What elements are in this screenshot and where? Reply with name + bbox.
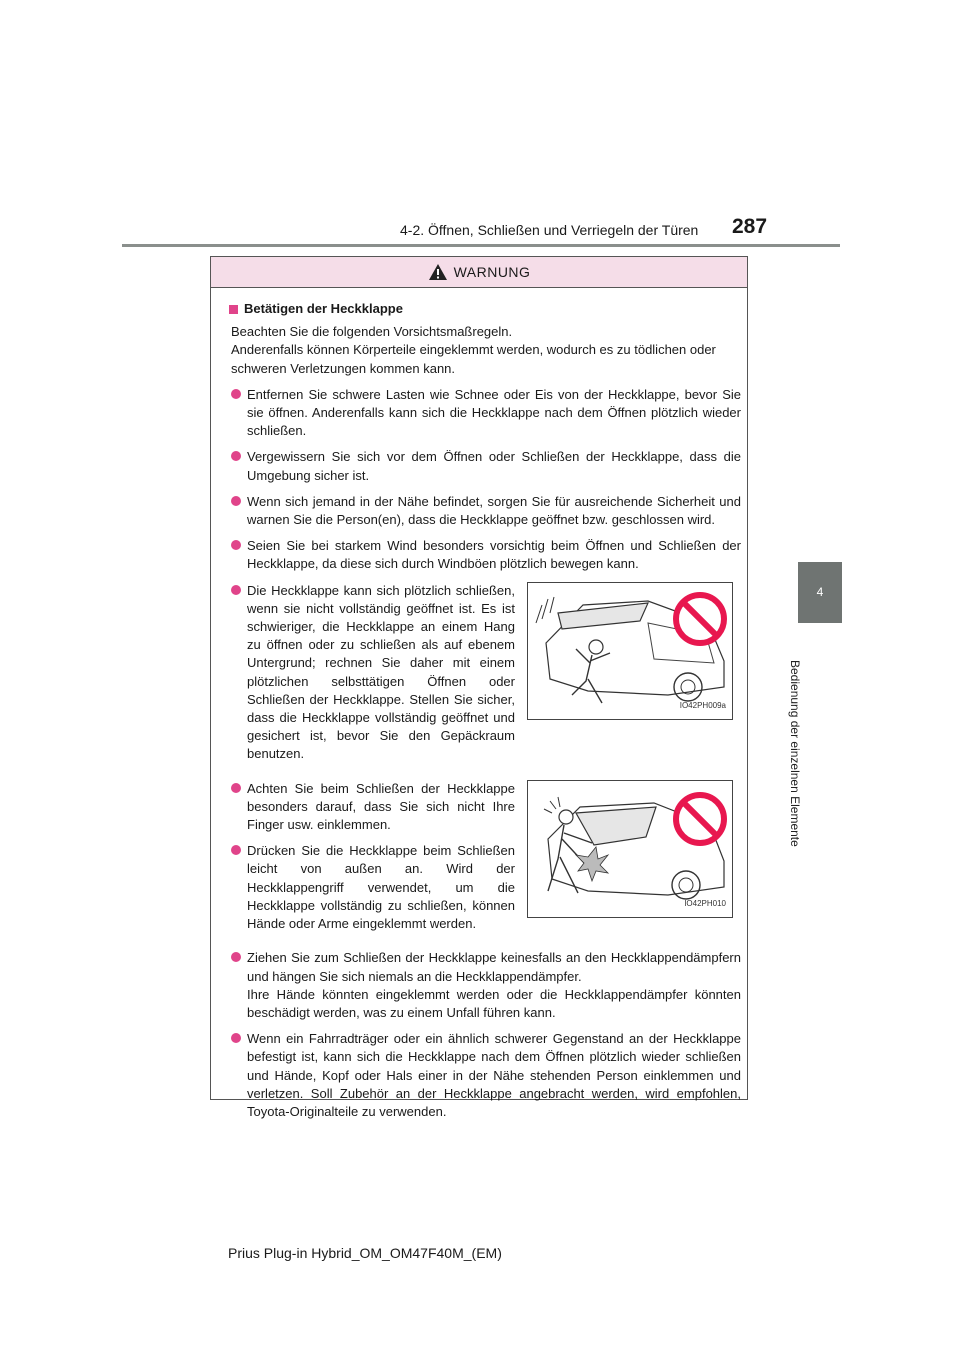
list-item <box>229 386 741 441</box>
bullet-dot-icon <box>231 952 241 962</box>
bullet-dot-icon <box>231 496 241 506</box>
warning-label: WARNUNG <box>453 264 531 280</box>
list-item <box>229 842 515 933</box>
intro-text <box>229 323 741 378</box>
list-item <box>229 1030 741 1121</box>
page-number: 287 <box>732 215 768 238</box>
warning-header <box>211 257 747 288</box>
figure-id: IO42PH009a <box>679 701 726 711</box>
section-heading <box>229 300 741 318</box>
chapter-tab: 4 <box>798 562 842 623</box>
chapter-side-label: Bedienung der einzelnen Elemente <box>788 660 802 847</box>
bullet-text: Drücken Sie die Heckklappe beim Schließen leicht von außen an. Wird der Heckklappengriff verwendet, um die Heckklappe vollständig zu schließen, können Hände oder Arme eingeklemmt werden. <box>247 843 515 932</box>
warning-triangle-icon <box>428 263 448 281</box>
figure-block-2 <box>229 780 741 942</box>
square-bullet-icon <box>229 305 238 314</box>
list-item <box>229 537 741 573</box>
warning-box <box>210 256 748 1119</box>
bullet-text: Ihre Hände könnten eingeklemmt werden oder die Heckklappendämpfer könnten beschädigt werden, was zu einem Unfall führen kann. <box>247 986 741 1020</box>
bullet-text: Wenn ein Fahrradträger oder ein ähnlich schwerer Gegenstand an der Heckklappe befestigt ist, kann sich die Heckklappe nach dem Öffnen plötzlich wieder schließen und Hände, Kopf oder Hals einer in der Nähe stehenden Person einklemmen und verletzen. Soll Zubehör an der Heckklappe angebracht werden, wird empfohlen, Toyota-Originalteile zu verwenden. <box>247 1031 741 1119</box>
section-heading-text: Betätigen der Heckklappe <box>244 301 403 316</box>
figure-id: IO42PH010 <box>684 899 726 909</box>
intro-line: Beachten Sie die folgenden Vorsichtsmaßregeln. <box>231 324 513 340</box>
bullet-text: Vergewissern Sie sich vor dem Öffnen oder Schließen der Heckklappe, dass die Umgebung sicher ist. <box>247 449 741 483</box>
bullet-text: Seien Sie bei starkem Wind besonders vorsichtig beim Öffnen und Schließen der Heckklappe, da diese sich durch Windböen plötzlich bewegen kann. <box>247 538 741 572</box>
bullet-text: Entfernen Sie schwere Lasten wie Schnee oder Eis von der Heckklappe, bevor Sie sie öffnen. Anderenfalls kann sich die Heckklappe nach dem Öffnen plötzlich wieder schließen. <box>247 386 741 439</box>
warning-content <box>211 288 747 1121</box>
bullet-dot-icon <box>231 451 241 461</box>
figure-closing-tailgate <box>527 780 733 918</box>
bullet-text: Die Heckklappe kann sich plötzlich schließen, wenn sie nicht vollständig geöffnet ist. Es ist schwieriger, die Heckklappe an einem Hang zu öffnen oder zu schließen als auf ebenem Untergrund; rechnen Sie daher mit einem plötzlichen selbsttätigen Öffnen oder Schließen der Heckklappe. Stellen Sie sicher, dass die Heckklappe vollständig geöffnet und gesichert ist, bevor Sie den Gepäckraum benutzen. <box>247 582 515 762</box>
list-item <box>229 448 741 484</box>
list-item <box>229 493 741 529</box>
bullet-text: Achten Sie beim Schließen der Heckklappe besonders darauf, dass Sie sich nicht Ihre Finger usw. einklemmen. <box>247 780 515 833</box>
footer-manual-id: Prius Plug-in Hybrid_OM_OM47F40M_(EM) <box>228 1245 502 1261</box>
intro-line: Anderenfalls können Körperteile eingeklemmt werden, wodurch es zu tödlichen oder schweren Verletzungen kommen kann. <box>231 342 716 376</box>
bullet-dot-icon <box>231 585 241 595</box>
bullet-text: Wenn sich jemand in der Nähe befindet, sorgen Sie für ausreichende Sicherheit und warnen Sie die Person(en), dass die Heckklappe geöffnet bzw. geschlossen wird. <box>247 493 741 528</box>
bullet-text: Ziehen Sie zum Schließen der Heckklappe keinesfalls an den Heckklappendämpfern und hängen Sie sich niemals an die Heckklappendämpfer. <box>247 950 741 984</box>
bullet-dot-icon <box>231 540 241 550</box>
header-section-title: 4-2. Öffnen, Schließen und Verriegeln der Türen <box>400 222 699 238</box>
list-item <box>229 780 515 835</box>
figure-block-1 <box>229 582 741 772</box>
header-rule <box>122 244 840 247</box>
list-item <box>229 582 515 764</box>
figure-open-tailgate <box>527 582 733 720</box>
bullet-dot-icon <box>231 389 241 399</box>
list-item <box>229 949 741 1022</box>
bullet-dot-icon <box>231 783 241 793</box>
bullet-dot-icon <box>231 845 241 855</box>
bullet-dot-icon <box>231 1033 241 1043</box>
